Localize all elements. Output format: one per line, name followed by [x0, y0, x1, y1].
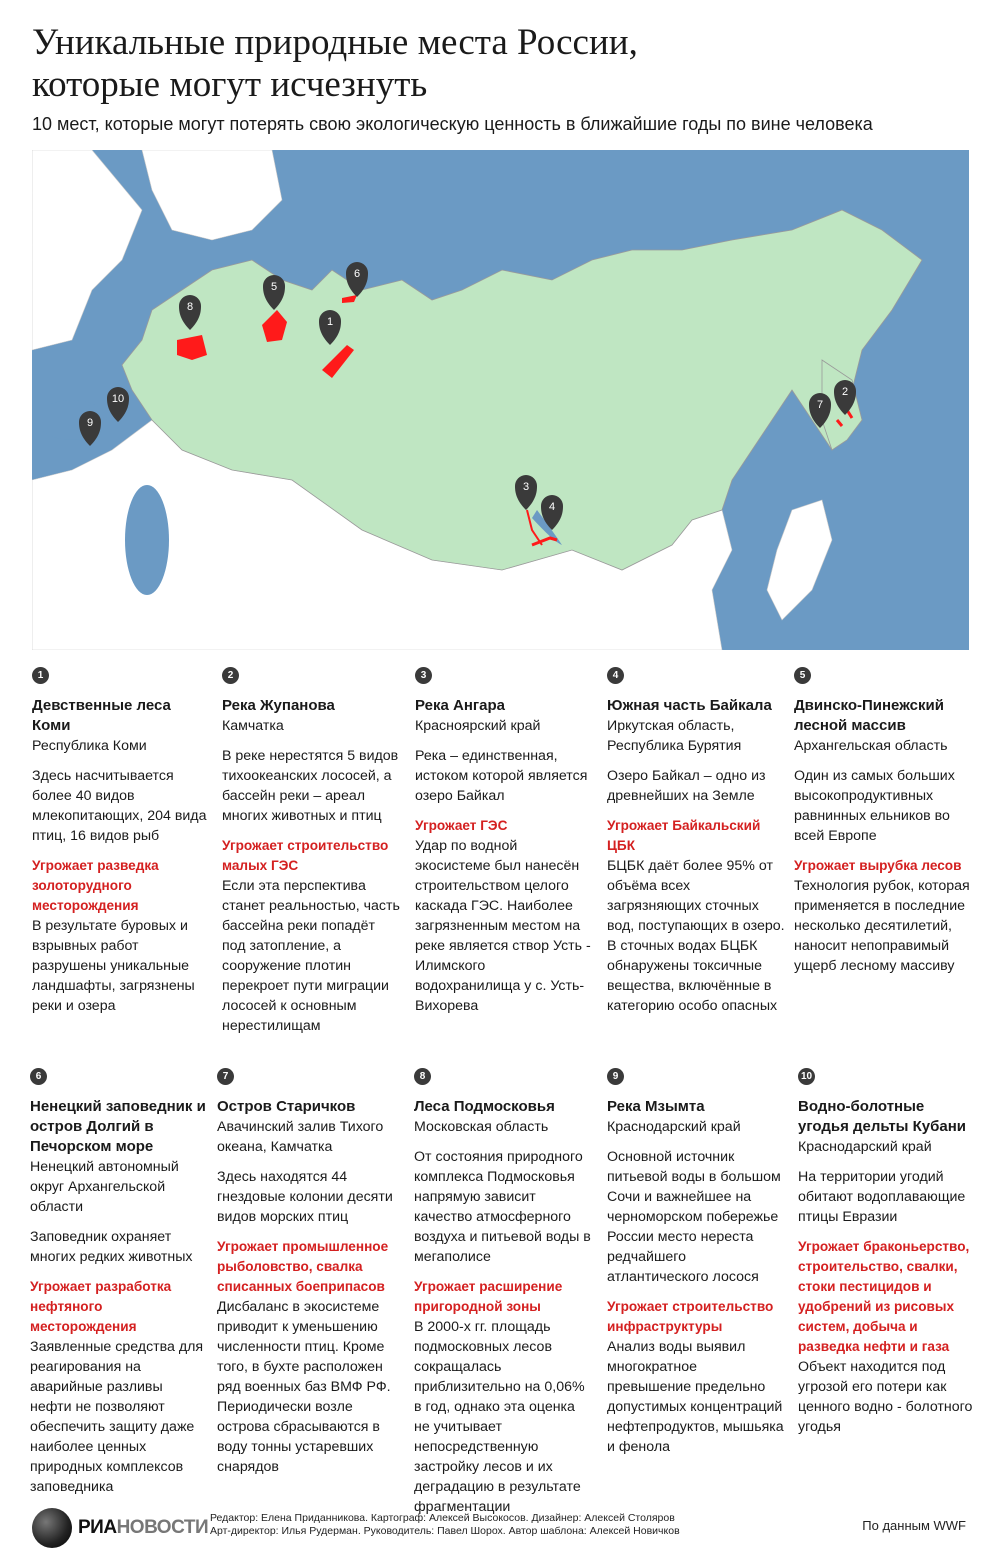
card-3 — [415, 667, 593, 1016]
card-threat-title: Угрожает ГЭС — [415, 818, 508, 833]
card-region: Московская область — [414, 1119, 549, 1135]
card-description: Один из самых больших высокопродуктивных равнинных ельников во всей Европе — [794, 768, 955, 844]
source-note: По данным WWF — [862, 1518, 966, 1533]
card-name: Река Жупанова — [222, 697, 335, 714]
card-number: 10 — [798, 1068, 815, 1085]
card-threat-text: Если эта перспектива станет реальностью, часть бассейна реки попадёт под затопление, а сооружение плотин перекроет пути миграции лососей к основным нерестилищам — [222, 878, 400, 1034]
card-6 — [30, 1068, 208, 1497]
card-threat-title: Угрожает разведка золоторудного месторождения — [32, 858, 159, 913]
pin-2-label: 2 — [841, 386, 849, 398]
card-region: Краснодарский край — [607, 1119, 741, 1135]
card-threat-title: Угрожает промышленное рыболовство, свалка списанных боеприпасов — [217, 1239, 389, 1294]
card-number: 2 — [222, 667, 239, 684]
title-line-2: которые могут исчезнуть — [32, 64, 428, 105]
caspian-sea — [125, 485, 169, 595]
logo-main: РИА — [78, 1517, 117, 1538]
card-threat-text: Дисбаланс в экосистеме приводит к уменьшению численности птиц. Кроме того, в бухте расположен ряд военных баз ВМФ РФ. Периодически возле острова сбрасываются в воду тонны устаревших снарядов — [217, 1299, 391, 1475]
card-threat-text: В 2000-х гг. площадь подмосковных лесов сокращалась приблизительно на 0,06% в год, однако эта оценка не учитывает непосредственную застройку лесов и их деградацию в результате фрагментации — [414, 1319, 585, 1515]
card-threat-text: Анализ воды выявил многократное превышение предельно допустимых концентраций нефтепродуктов, мышьяка и фенола — [607, 1339, 784, 1455]
card-description: На территории угодий обитают водоплавающие птицы Евразии — [798, 1169, 966, 1225]
pin-1-label: 1 — [326, 316, 334, 328]
card-description: Здесь насчитывается более 40 видов млекопитающих, 204 вида птиц, 16 видов рыб — [32, 768, 207, 844]
card-2 — [222, 667, 400, 1036]
card-number: 8 — [414, 1068, 431, 1085]
pin-9-label: 9 — [86, 417, 94, 429]
card-region: Авачинский залив Тихого океана, Камчатка — [217, 1119, 384, 1155]
card-threat-text: Заявленные средства для реагирования на аварийные разливы нефти не позволяют обеспечить защиту даже наиболее ценных природных комплексов заповедника — [30, 1339, 204, 1495]
card-5 — [794, 667, 972, 976]
card-name: Южная часть Байкала — [607, 697, 772, 714]
card-number: 9 — [607, 1068, 624, 1085]
card-region: Камчатка — [222, 718, 284, 734]
card-number: 3 — [415, 667, 432, 684]
logo-grey: НОВОСТИ — [116, 1517, 209, 1538]
credits — [210, 1512, 810, 1538]
card-description: В реке нерестятся 5 видов тихоокеанских лососей, а бассейн реки – ареал многих животных и птиц — [222, 748, 399, 824]
card-name: Девственные леса Коми — [32, 697, 171, 734]
pin-3-label: 3 — [522, 481, 530, 493]
card-name: Ненецкий заповедник и остров Долгий в Печорском море — [30, 1098, 206, 1155]
card-threat-title: Угрожает вырубка лесов — [794, 858, 962, 873]
card-threat-title: Угрожает строительство инфраструктуры — [607, 1299, 774, 1334]
card-threat-text: Удар по водной экосистеме был нанесён строительством целого каскада ГЭС. Наиболее загрязненным местом на реке является створ Усть - Илимского водохранилища у с. Усть-Вихорева — [415, 838, 591, 1014]
card-number: 7 — [217, 1068, 234, 1085]
ria-logo[interactable] — [32, 1505, 208, 1551]
card-description: Основной источник питьевой воды в большом Сочи и важнейшее на черноморском побережье России место нереста редчайшего атлантического лосося — [607, 1149, 781, 1285]
card-name: Остров Старичков — [217, 1098, 356, 1115]
card-region: Республика Коми — [32, 738, 147, 754]
card-threat-title: Угрожает браконьерство, строительство, свалки, стоки пестицидов и удобрений из рисовых систем, добыча и разведка нефти и газа — [798, 1239, 970, 1354]
card-threat-title: Угрожает Байкальский ЦБК — [607, 818, 761, 853]
card-region: Краснодарский край — [798, 1139, 932, 1155]
card-region: Ненецкий автономный округ Архангельской области — [30, 1159, 179, 1215]
card-name: Леса Подмосковья — [414, 1098, 555, 1115]
title-line-1: Уникальные природные места России, — [32, 22, 638, 63]
card-number: 5 — [794, 667, 811, 684]
card-name: Река Мзымта — [607, 1098, 705, 1115]
card-region: Красноярский край — [415, 718, 541, 734]
map-svg — [32, 150, 969, 650]
card-name: Река Ангара — [415, 697, 505, 714]
pin-8-label: 8 — [186, 301, 194, 313]
credits-line-2: Арт-директор: Илья Рудерман. Руководитель: Павел Шорох. Автор шаблона: Алексей Новичков — [210, 1525, 680, 1537]
card-8 — [414, 1068, 592, 1517]
card-number: 1 — [32, 667, 49, 684]
pin-6-label: 6 — [353, 268, 361, 280]
page-title — [32, 22, 972, 106]
pin-7-label: 7 — [816, 399, 824, 411]
card-threat-title: Угрожает расширение пригородной зоны — [414, 1279, 563, 1314]
card-description: Здесь находятся 44 гнездовые колонии десяти видов морских птиц — [217, 1169, 393, 1225]
pin-5-label: 5 — [270, 281, 278, 293]
card-description: Река – единственная, истоком которой является озеро Байкал — [415, 748, 588, 804]
card-name: Двинско-Пинежский лесной массив — [794, 697, 944, 734]
card-number: 4 — [607, 667, 624, 684]
card-4 — [607, 667, 785, 1016]
globe-icon — [32, 1508, 72, 1548]
pin-10-label: 10 — [111, 393, 125, 405]
card-7 — [217, 1068, 395, 1477]
pin-4-label: 4 — [548, 501, 556, 513]
logo-text — [78, 1517, 208, 1539]
page-subtitle: 10 мест, которые могут потерять свою экологическую ценность в ближайшие годы по вине человека — [32, 114, 873, 134]
card-name: Водно-болотные угодья дельты Кубани — [798, 1098, 967, 1135]
card-region: Иркутская область, Республика Бурятия — [607, 718, 742, 754]
russia-map — [32, 150, 969, 650]
card-threat-text: БЦБК даёт более 95% от объёма всех загрязняющих сточных вод, поступающих в озеро. В сточных водах БЦБК обнаружены токсичные вещества, включённые в категорию особо опасных — [607, 858, 785, 1014]
card-threat-title: Угрожает разработка нефтяного месторождения — [30, 1279, 172, 1334]
card-description: От состояния природного комплекса Подмосковья напрямую зависит качество атмосферного воздуха и питьевой воды в мегаполисе — [414, 1149, 591, 1265]
card-1 — [32, 667, 210, 1016]
card-threat-title: Угрожает строительство малых ГЭС — [222, 838, 389, 873]
card-description: Озеро Байкал – одно из древнейших на Земле — [607, 768, 766, 804]
card-number: 6 — [30, 1068, 47, 1085]
card-description: Заповедник охраняет многих редких животных — [30, 1229, 193, 1265]
card-threat-text: Объект находится под угрозой его потери как ценного водно - болотного угодья — [798, 1359, 973, 1435]
card-region: Архангельская область — [794, 738, 948, 754]
card-9 — [607, 1068, 785, 1457]
credits-line-1: Редактор: Елена Приданникова. Картограф: Алексей Высокосов. Дизайнер: Алексей Столяров — [210, 1512, 675, 1524]
card-threat-text: В результате буровых и взрывных работ разрушены уникальные ландшафты, загрязнены реки и озера — [32, 918, 195, 1014]
card-threat-text: Технология рубок, которая применяется в последние несколько десятилетий, наносит непоправимый ущерб лесному массиву — [794, 878, 970, 974]
card-10 — [798, 1068, 976, 1437]
